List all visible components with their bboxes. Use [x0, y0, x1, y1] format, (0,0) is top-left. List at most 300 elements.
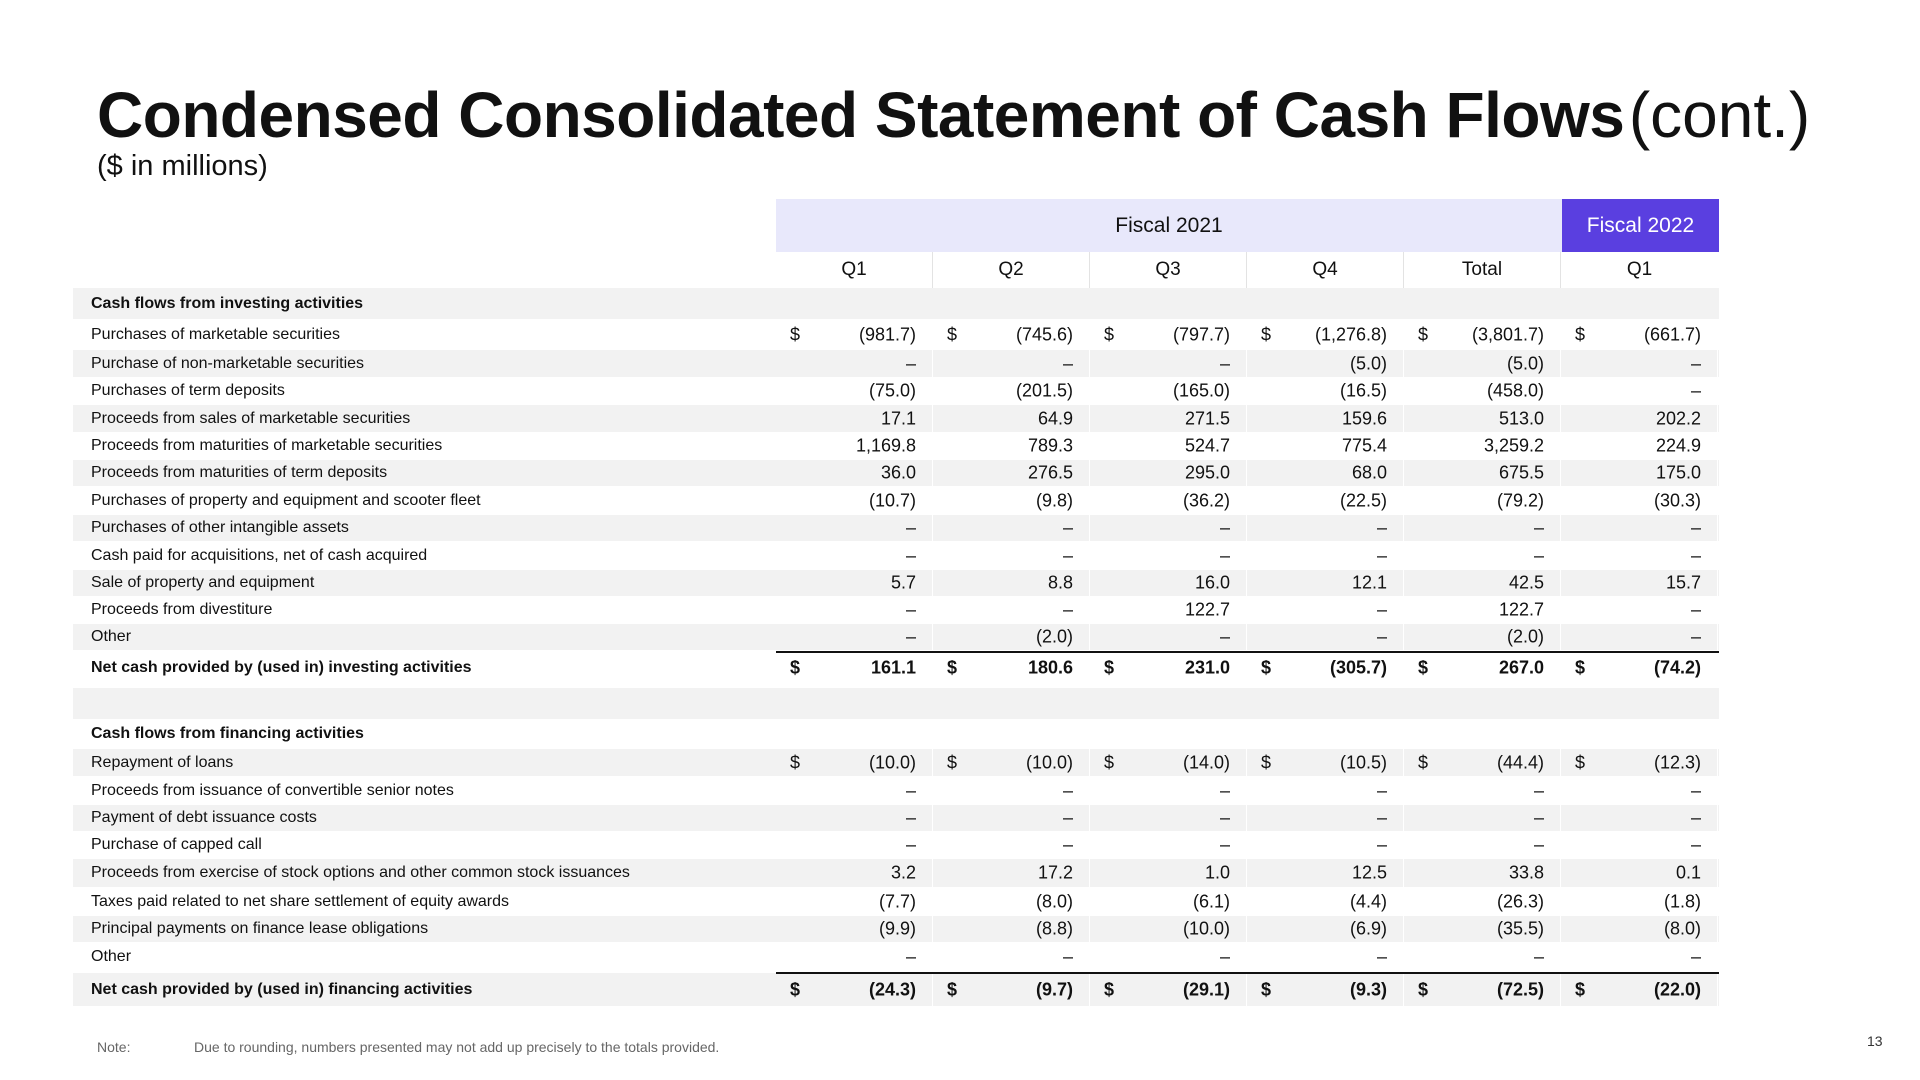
cell-value: – — [1690, 626, 1701, 647]
note-label: Note: — [97, 1039, 131, 1055]
value-cell — [1247, 487, 1404, 514]
value-cell — [1090, 350, 1247, 377]
table-row — [73, 320, 1719, 349]
value-cell — [933, 487, 1090, 514]
row-label: Other — [91, 947, 132, 965]
cell-value: 675.5 — [1498, 462, 1544, 483]
cell-value: (8.0) — [1035, 891, 1073, 911]
row-label: Purchases of marketable securities — [91, 325, 340, 343]
cell-value: (72.5) — [1496, 979, 1544, 999]
value-cell — [1404, 570, 1561, 596]
value-cell — [1247, 542, 1404, 569]
value-cell — [1561, 973, 1718, 1006]
cell-value: 267.0 — [1498, 657, 1544, 678]
value-cell — [1090, 916, 1247, 942]
cell-value: 12.1 — [1351, 572, 1387, 593]
value-cell — [1247, 597, 1404, 623]
cell-value: (30.3) — [1653, 490, 1701, 510]
section-header-row — [73, 719, 1719, 748]
cell-value: – — [1690, 834, 1701, 855]
value-cell — [776, 805, 933, 831]
value-cell — [1090, 943, 1247, 970]
row-label: Proceeds from issuance of convertible senior notes — [91, 781, 454, 799]
column-header: Total — [1404, 252, 1561, 288]
cell-value: – — [1690, 807, 1701, 828]
value-cell — [776, 749, 933, 776]
cell-value: 524.7 — [1184, 435, 1230, 456]
currency-symbol: $ — [1261, 752, 1272, 772]
cell-value: 161.1 — [870, 657, 916, 678]
cell-value: – — [1062, 834, 1073, 855]
value-cell — [1561, 378, 1718, 404]
table-row — [73, 888, 1719, 915]
cell-value: 122.7 — [1498, 599, 1544, 620]
value-cell — [933, 378, 1090, 404]
cell-value: – — [1219, 834, 1230, 855]
value-cell — [776, 916, 933, 942]
cell-value: (745.6) — [1015, 324, 1073, 344]
value-cell — [1404, 320, 1561, 349]
cell-value: 1,169.8 — [855, 435, 916, 456]
table-row — [73, 749, 1719, 776]
cell-value: 68.0 — [1351, 462, 1387, 483]
value-cell — [1090, 320, 1247, 349]
value-cell — [933, 515, 1090, 541]
cell-value: 276.5 — [1027, 462, 1073, 483]
cell-value: – — [1533, 946, 1544, 966]
value-cell — [1090, 378, 1247, 404]
value-cell — [776, 943, 933, 970]
row-label: Proceeds from sales of marketable securities — [91, 409, 411, 427]
currency-symbol: $ — [790, 752, 801, 772]
cell-value: – — [1219, 946, 1230, 966]
currency-symbol: $ — [1418, 657, 1429, 678]
cell-value: 224.9 — [1655, 435, 1701, 456]
cell-value: – — [1690, 545, 1701, 565]
value-cell — [1404, 916, 1561, 942]
cell-value: (16.5) — [1339, 380, 1387, 401]
row-label: Net cash provided by (used in) financing activities — [91, 980, 473, 998]
value-cell — [776, 777, 933, 804]
value-cell — [1247, 433, 1404, 459]
value-cell — [1090, 973, 1247, 1006]
value-cell — [776, 597, 933, 623]
cell-value: – — [1062, 946, 1073, 966]
note-text: Due to rounding, numbers presented may not add up precisely to the totals provided. — [194, 1039, 720, 1055]
value-cell — [1090, 460, 1247, 486]
value-cell — [776, 859, 933, 887]
value-cell — [933, 320, 1090, 349]
value-cell — [1404, 805, 1561, 831]
value-cell — [933, 832, 1090, 858]
value-cell — [1561, 805, 1718, 831]
title-suffix: (cont.) — [1628, 79, 1811, 151]
cell-value: 0.1 — [1675, 862, 1701, 883]
table-row — [73, 859, 1719, 887]
cell-value: (22.0) — [1653, 979, 1701, 999]
currency-symbol: $ — [790, 979, 801, 999]
value-cell — [1090, 597, 1247, 623]
currency-symbol: $ — [1575, 752, 1586, 772]
value-cell — [1404, 652, 1561, 684]
value-cell — [776, 487, 933, 514]
cell-value: – — [1690, 517, 1701, 538]
cell-value: (12.3) — [1653, 752, 1701, 772]
table-row — [73, 597, 1719, 623]
value-cell — [1561, 515, 1718, 541]
value-cell — [1561, 460, 1718, 486]
value-cell — [1561, 832, 1718, 858]
cell-value: (10.0) — [868, 752, 916, 772]
value-cell — [776, 460, 933, 486]
value-cell — [1247, 460, 1404, 486]
cell-value: 789.3 — [1027, 435, 1073, 456]
value-cell — [776, 433, 933, 459]
row-label: Proceeds from maturities of term deposits — [91, 464, 388, 481]
row-label: Proceeds from maturities of marketable securities — [91, 437, 443, 454]
value-cell — [776, 624, 933, 650]
value-cell — [1561, 542, 1718, 569]
row-label: Cash flows from investing activities — [91, 294, 364, 312]
value-cell — [1561, 943, 1718, 970]
cell-value: (9.3) — [1349, 979, 1387, 999]
cell-value: 180.6 — [1027, 657, 1073, 678]
currency-symbol: $ — [1575, 979, 1586, 999]
value-cell — [933, 888, 1090, 915]
row-label: Purchase of non-marketable securities — [91, 354, 365, 372]
cell-value: 15.7 — [1665, 572, 1701, 593]
row-label: Cash flows from financing activities — [91, 724, 364, 742]
cell-value: – — [1062, 807, 1073, 828]
currency-symbol: $ — [1261, 979, 1272, 999]
cell-value: – — [905, 807, 916, 828]
value-cell — [933, 805, 1090, 831]
row-label: Sale of property and equipment — [91, 574, 315, 591]
cell-value: 271.5 — [1184, 408, 1230, 428]
cell-value: – — [1376, 780, 1387, 800]
total-row — [73, 973, 1719, 1006]
value-cell — [1090, 542, 1247, 569]
currency-symbol: $ — [1261, 657, 1272, 678]
cell-value: – — [1219, 545, 1230, 565]
value-cell — [1247, 943, 1404, 970]
currency-symbol: $ — [947, 324, 958, 344]
table-row — [73, 916, 1719, 942]
value-cell — [1561, 433, 1718, 459]
value-cell — [1404, 515, 1561, 541]
table-row — [73, 542, 1719, 569]
currency-symbol: $ — [790, 324, 801, 344]
table-row — [73, 777, 1719, 804]
cell-value: (6.1) — [1192, 891, 1230, 911]
value-cell — [1247, 378, 1404, 404]
currency-symbol: $ — [1104, 979, 1115, 999]
value-cell — [1561, 405, 1718, 432]
row-label: Purchase of capped call — [91, 836, 262, 853]
title-main: Condensed Consolidated Statement of Cash Flows — [97, 79, 1625, 151]
quarter-header-row — [776, 252, 1718, 288]
cell-value: (3,801.7) — [1471, 324, 1544, 344]
currency-symbol: $ — [1418, 979, 1429, 999]
value-cell — [1404, 433, 1561, 459]
value-cell — [1404, 350, 1561, 377]
cell-value: (26.3) — [1496, 891, 1544, 911]
cell-value: – — [1219, 807, 1230, 828]
row-label: Purchases of other intangible assets — [91, 519, 349, 536]
cell-value: (8.0) — [1663, 918, 1701, 939]
value-cell — [1247, 405, 1404, 432]
cell-value: (7.7) — [878, 891, 916, 911]
value-cell — [933, 433, 1090, 459]
cell-value: (201.5) — [1015, 380, 1073, 401]
value-cell — [1247, 320, 1404, 349]
cell-value: (24.3) — [868, 979, 916, 999]
value-cell — [1561, 859, 1718, 887]
value-cell — [933, 916, 1090, 942]
value-cell — [1247, 916, 1404, 942]
table-row — [73, 378, 1719, 404]
cell-value: 3.2 — [890, 862, 916, 883]
value-cell — [1090, 405, 1247, 432]
value-cell — [933, 460, 1090, 486]
value-cell — [1090, 570, 1247, 596]
value-cell — [1561, 350, 1718, 377]
cell-value: (9.7) — [1035, 979, 1073, 999]
cell-value: – — [905, 780, 916, 800]
cell-value: – — [1376, 517, 1387, 538]
cell-value: – — [1062, 780, 1073, 800]
cell-value: (5.0) — [1506, 353, 1544, 373]
value-cell — [933, 405, 1090, 432]
value-cell — [776, 515, 933, 541]
table-row — [73, 460, 1719, 486]
cell-value: (14.0) — [1182, 752, 1230, 772]
table-row — [73, 433, 1719, 459]
cell-value: 159.6 — [1341, 408, 1387, 428]
cell-value: – — [1690, 599, 1701, 620]
value-cell — [1247, 859, 1404, 887]
cell-value: (6.9) — [1349, 918, 1387, 939]
cell-value: 122.7 — [1184, 599, 1230, 620]
fiscal-2021-header: Fiscal 2021 — [776, 199, 1562, 252]
cell-value: – — [1219, 626, 1230, 647]
cell-value: (22.5) — [1339, 490, 1387, 510]
value-cell — [1404, 460, 1561, 486]
cell-value: 12.5 — [1351, 862, 1387, 883]
cell-value: 3,259.2 — [1483, 435, 1544, 456]
value-cell — [1561, 652, 1718, 684]
cell-value: 16.0 — [1194, 572, 1230, 593]
cell-value: (9.9) — [878, 918, 916, 939]
value-cell — [1561, 888, 1718, 915]
value-cell — [1404, 749, 1561, 776]
currency-symbol: $ — [1575, 324, 1586, 344]
cell-value: (75.0) — [868, 380, 916, 401]
cell-value: – — [905, 517, 916, 538]
cell-value: 8.8 — [1047, 572, 1073, 593]
row-label: Principal payments on finance lease obligations — [91, 920, 429, 937]
cell-value: (2.0) — [1506, 626, 1544, 647]
cell-value: (661.7) — [1643, 324, 1701, 344]
cell-value: – — [1219, 780, 1230, 800]
cell-value: 202.2 — [1655, 408, 1701, 428]
value-cell — [1090, 652, 1247, 684]
cell-value: – — [1376, 626, 1387, 647]
value-cell — [776, 888, 933, 915]
cell-value: (29.1) — [1182, 979, 1230, 999]
cell-value: 295.0 — [1184, 462, 1230, 483]
value-cell — [1404, 943, 1561, 970]
value-cell — [1247, 570, 1404, 596]
cell-value: – — [905, 834, 916, 855]
row-label: Payment of debt issuance costs — [91, 809, 317, 826]
value-cell — [1247, 973, 1404, 1006]
currency-symbol: $ — [1418, 752, 1429, 772]
currency-symbol: $ — [1104, 657, 1115, 678]
currency-symbol: $ — [947, 657, 958, 678]
total-row — [73, 652, 1719, 684]
page-number: 13 — [1867, 1033, 1883, 1049]
row-label: Purchases of term deposits — [91, 382, 285, 399]
value-cell — [1247, 652, 1404, 684]
value-cell — [776, 832, 933, 858]
value-cell — [1561, 320, 1718, 349]
value-cell — [776, 652, 933, 684]
cell-value: – — [1376, 834, 1387, 855]
value-cell — [1561, 777, 1718, 804]
table-row — [73, 805, 1719, 831]
value-cell — [933, 859, 1090, 887]
cell-value: (2.0) — [1035, 626, 1073, 647]
cell-value: – — [1376, 599, 1387, 620]
value-cell — [1561, 624, 1718, 650]
cell-value: 1.0 — [1204, 862, 1230, 883]
cell-value: (10.0) — [1025, 752, 1073, 772]
value-cell — [1561, 916, 1718, 942]
cell-value: – — [905, 599, 916, 620]
value-cell — [1090, 515, 1247, 541]
cell-value: (36.2) — [1182, 490, 1230, 510]
cell-value: (8.8) — [1035, 918, 1073, 939]
cell-value: 64.9 — [1037, 408, 1073, 428]
cell-value: (35.5) — [1496, 918, 1544, 939]
cell-value: (9.8) — [1035, 490, 1073, 510]
row-label: Purchases of property and equipment and scooter fleet — [91, 491, 481, 509]
currency-symbol: $ — [947, 979, 958, 999]
value-cell — [776, 405, 933, 432]
cell-value: (79.2) — [1496, 490, 1544, 510]
cell-value: 42.5 — [1508, 572, 1544, 593]
value-cell — [1090, 433, 1247, 459]
value-cell — [1404, 597, 1561, 623]
column-header: Q4 — [1247, 252, 1404, 288]
value-cell — [1247, 777, 1404, 804]
value-cell — [1247, 888, 1404, 915]
value-cell — [933, 597, 1090, 623]
value-cell — [1404, 542, 1561, 569]
table-row — [73, 350, 1719, 377]
table-row — [73, 570, 1719, 596]
cell-value: 17.2 — [1037, 862, 1073, 883]
cell-value: – — [1690, 780, 1701, 800]
cell-value: – — [1690, 353, 1701, 373]
value-cell — [776, 350, 933, 377]
cell-value: (305.7) — [1329, 657, 1387, 678]
value-cell — [1404, 624, 1561, 650]
cell-value: 17.1 — [880, 408, 916, 428]
value-cell — [933, 749, 1090, 776]
cell-value: – — [1062, 599, 1073, 620]
column-header: Q2 — [933, 252, 1090, 288]
value-cell — [776, 570, 933, 596]
cell-value: – — [1533, 834, 1544, 855]
column-header: Q1 — [1626, 259, 1653, 280]
total-rule — [776, 651, 1719, 653]
value-cell — [1090, 832, 1247, 858]
cell-value: – — [1533, 517, 1544, 538]
value-cell — [1404, 378, 1561, 404]
table-row — [73, 515, 1719, 541]
value-cell — [1090, 888, 1247, 915]
row-label: Other — [91, 628, 132, 645]
cell-value: 36.0 — [880, 462, 916, 483]
currency-symbol: $ — [790, 657, 801, 678]
currency-symbol: $ — [1104, 324, 1115, 344]
table-row — [73, 943, 1719, 970]
column-header: Q1 — [776, 252, 933, 288]
cell-value: – — [905, 545, 916, 565]
cell-value: (10.0) — [1182, 918, 1230, 939]
spacer-row — [73, 688, 1719, 719]
currency-symbol: $ — [1261, 324, 1272, 344]
value-cell — [1090, 805, 1247, 831]
cell-value: – — [1376, 807, 1387, 828]
section-header-row — [73, 288, 1719, 319]
row-label: Net cash provided by (used in) investing activities — [91, 659, 472, 676]
currency-symbol: $ — [947, 752, 958, 772]
value-cell — [1561, 487, 1718, 514]
currency-symbol: $ — [1575, 657, 1586, 678]
row-label: Taxes paid related to net share settlement of equity awards — [91, 892, 510, 910]
total-rule — [776, 972, 1719, 974]
value-cell — [1090, 859, 1247, 887]
value-cell — [1404, 859, 1561, 887]
value-cell — [1090, 487, 1247, 514]
value-cell — [1247, 832, 1404, 858]
value-cell — [933, 350, 1090, 377]
table-row — [73, 624, 1719, 650]
page-subtitle: ($ in millions) — [97, 150, 268, 182]
cell-value: (10.5) — [1339, 752, 1387, 772]
page-title — [97, 78, 1810, 152]
cell-value: – — [1219, 353, 1230, 373]
cell-value: 175.0 — [1655, 462, 1701, 483]
cell-value: (4.4) — [1349, 891, 1387, 911]
value-cell — [1404, 973, 1561, 1006]
cell-value: 5.7 — [890, 572, 916, 593]
value-cell — [776, 378, 933, 404]
cell-value: – — [1690, 380, 1701, 401]
cell-value: – — [1533, 807, 1544, 828]
row-label: Repayment of loans — [91, 753, 234, 771]
cell-value: (797.7) — [1172, 324, 1230, 344]
cell-value: (5.0) — [1349, 353, 1387, 373]
value-cell — [1090, 624, 1247, 650]
value-cell — [933, 777, 1090, 804]
cell-value: (458.0) — [1486, 380, 1544, 401]
value-cell — [1090, 749, 1247, 776]
currency-symbol: $ — [1104, 752, 1115, 772]
